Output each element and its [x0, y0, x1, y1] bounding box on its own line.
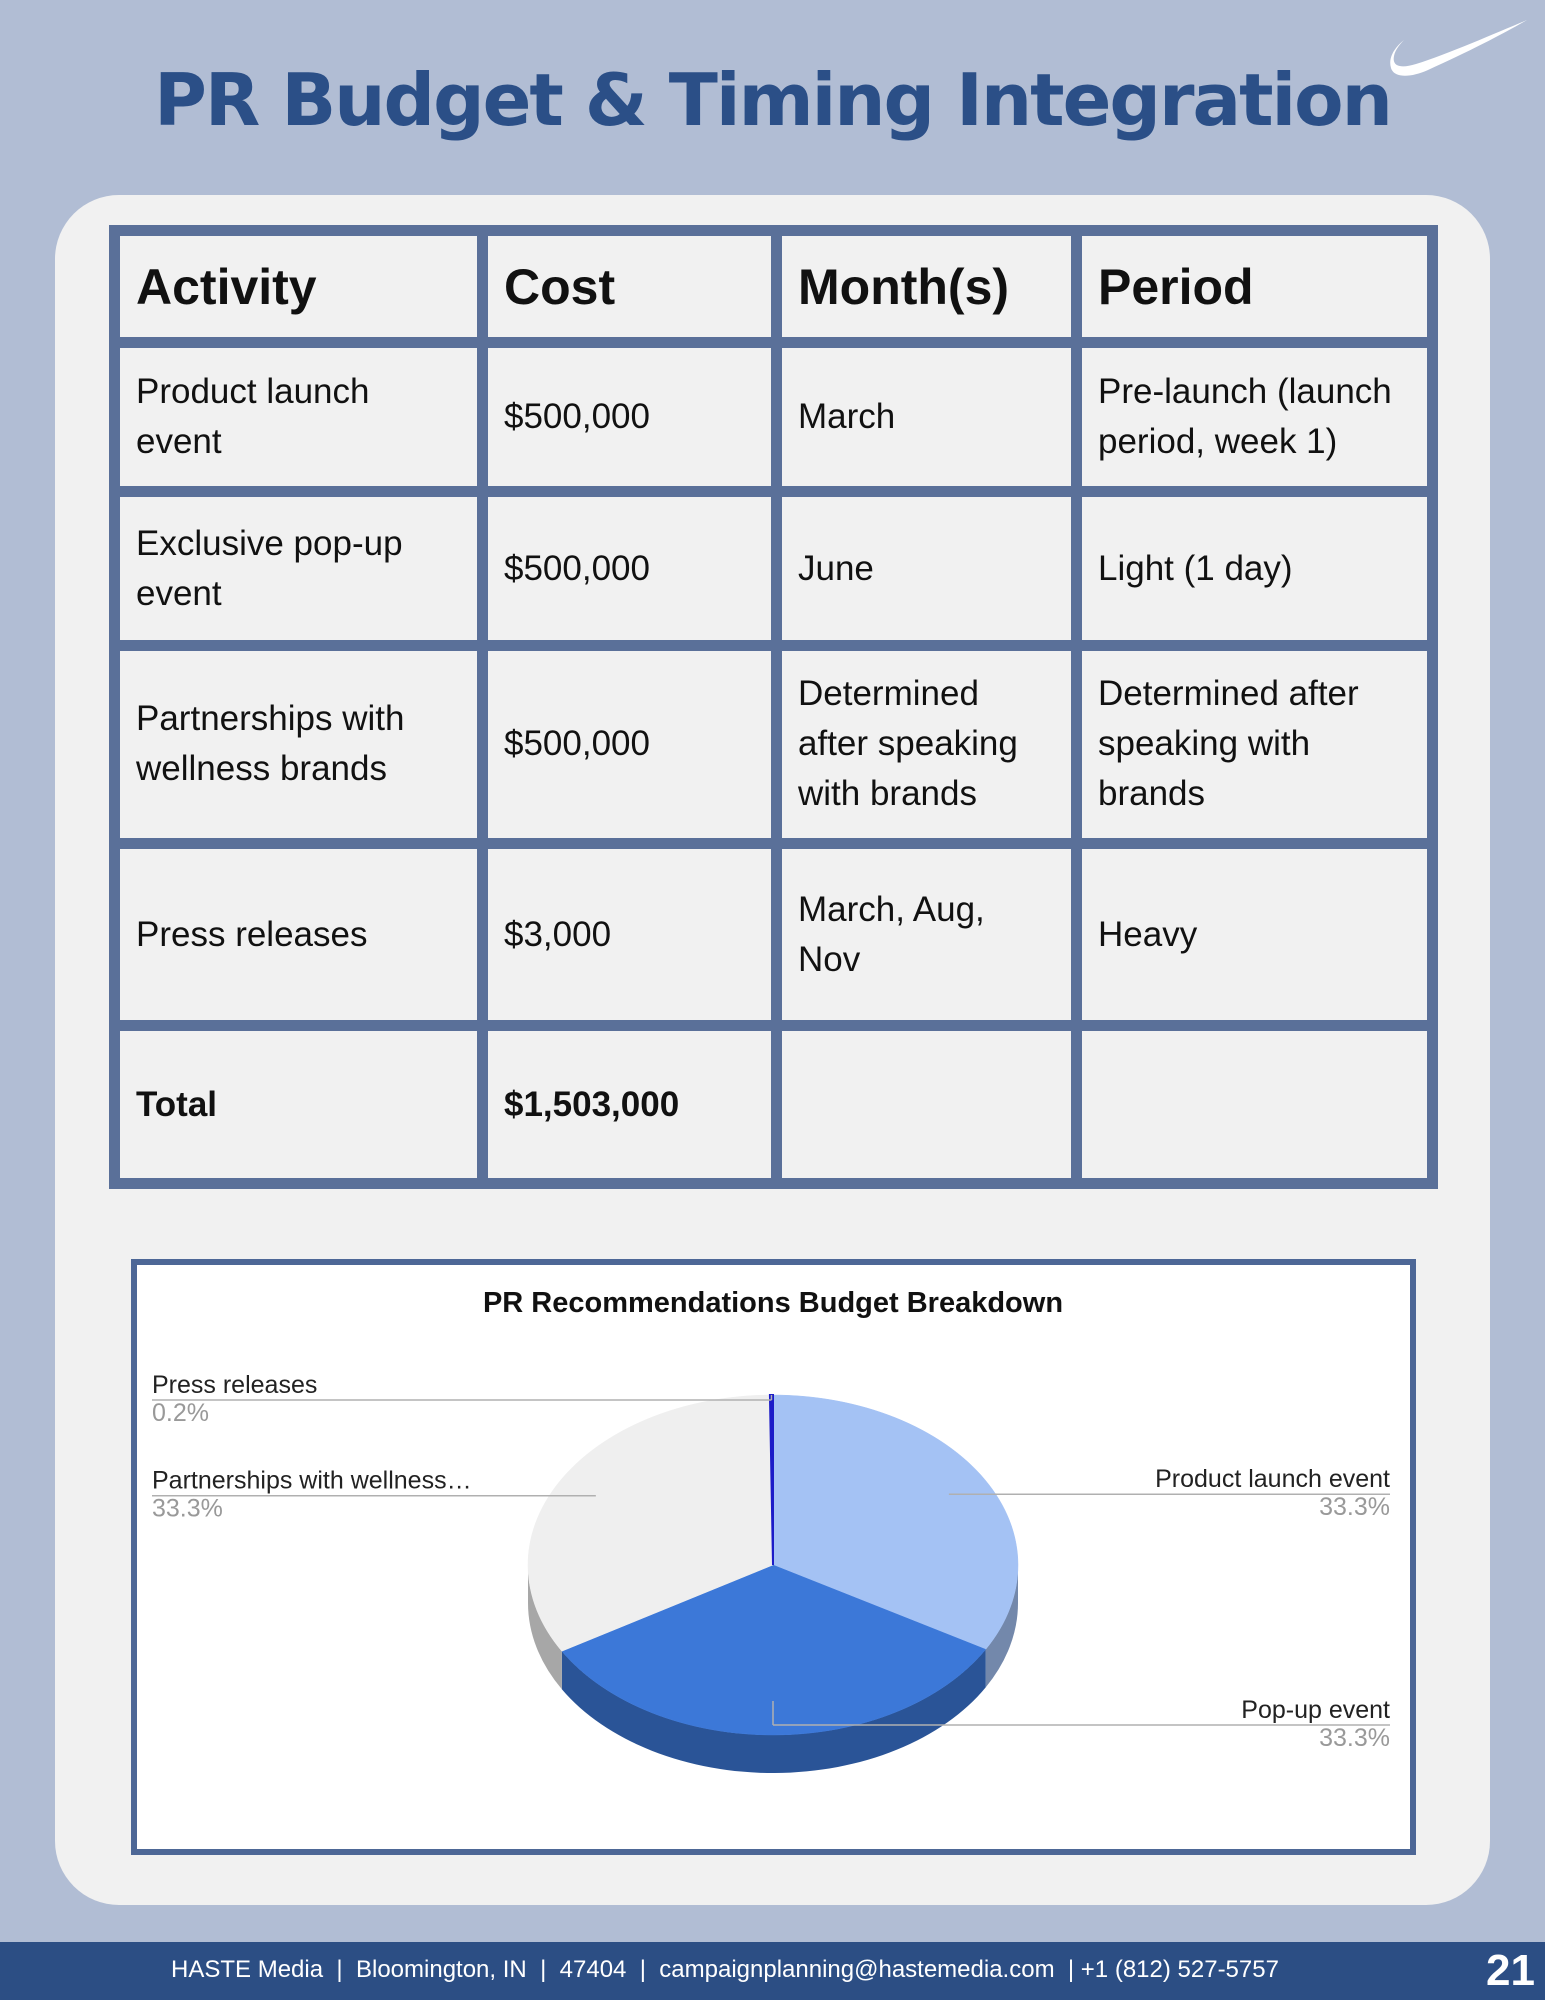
cell-cost: $500,000 [488, 497, 771, 639]
cell-empty [782, 1031, 1071, 1178]
cell-months: March, Aug, Nov [782, 849, 1071, 1021]
column-header-months: Month(s) [782, 236, 1071, 337]
cell-period: Heavy [1082, 849, 1427, 1021]
cell-period: Determined after speaking with brands [1082, 651, 1427, 838]
column-header-cost: Cost [488, 236, 771, 337]
page-number: 21 [1486, 1946, 1535, 1995]
cell-months: June [782, 497, 1071, 639]
pie-slice-percent: 33.3% [152, 1494, 223, 1523]
chart-title: PR Recommendations Budget Breakdown [482, 1287, 1064, 1319]
table-row [120, 849, 1427, 1021]
total-cost: $1,503,000 [488, 1031, 771, 1178]
table-header-row [120, 236, 1427, 337]
cell-activity: Press releases [120, 849, 477, 1021]
pie-slice-percent: 33.3% [1319, 1724, 1390, 1752]
cell-activity: Product launch event [120, 348, 477, 486]
cell-period: Pre-launch (launch period, week 1) [1082, 348, 1427, 486]
table-row [120, 348, 1427, 486]
table-row [120, 497, 1427, 639]
budget-pie-chart [131, 1259, 1416, 1855]
pie-slice-label: Press releases [152, 1371, 318, 1399]
page-title: PR Budget & Timing Integration [154, 58, 1391, 142]
total-label: Total [120, 1031, 477, 1178]
pie-slice-label: Pop-up event [1241, 1696, 1390, 1724]
table-total-row [120, 1031, 1427, 1178]
cell-cost: $500,000 [488, 651, 771, 838]
cell-activity: Partnerships with wellness brands [120, 651, 477, 838]
column-header-period: Period [1082, 236, 1427, 337]
pie-slice-percent: 0.2% [152, 1399, 209, 1427]
cell-period: Light (1 day) [1082, 497, 1427, 639]
cell-activity: Exclusive pop-up event [120, 497, 477, 639]
pie-slice-percent: 33.3% [1319, 1493, 1390, 1522]
table-row [120, 651, 1427, 838]
footer-contact-text: HASTE Media | Bloomington, IN | 47404 | campaignplanning@hastemedia.com | +1 (812) 527-5757 [171, 1956, 1279, 1983]
budget-table [109, 225, 1438, 1189]
cell-cost: $3,000 [488, 849, 771, 1021]
pie-slice-label: Product launch event [1155, 1465, 1390, 1494]
cell-months: March [782, 348, 1071, 486]
cell-cost: $500,000 [488, 348, 771, 486]
footer [0, 1942, 1545, 2000]
cell-empty [1082, 1031, 1427, 1178]
column-header-activity: Activity [120, 236, 477, 337]
pie-slice-label: Partnerships with wellness… [152, 1466, 472, 1495]
cell-months: Determined after speaking with brands [782, 651, 1071, 838]
